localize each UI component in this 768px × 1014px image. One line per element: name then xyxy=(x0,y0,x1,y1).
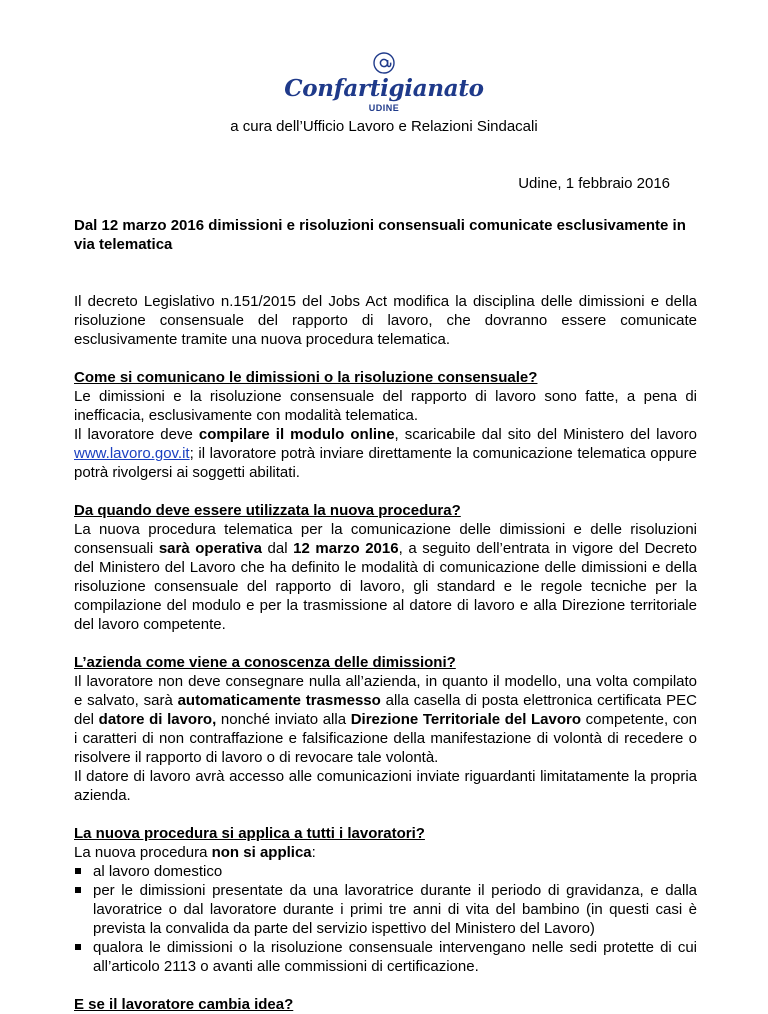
section-paragraph: Il datore di lavoro avrà accesso alle comunicazioni inviate riguardanti limitatamente la propria azienda. xyxy=(74,768,697,804)
bold-run: sarà operativa xyxy=(158,540,262,557)
list-item-text: qualora le dimissioni o la risoluzione consensuale intervengano nelle sedi protette di cui all’articolo 2113 o avanti alle commissioni di certificazione. xyxy=(93,939,697,975)
section-heading-change-mind: E se il lavoratore cambia idea? xyxy=(74,996,294,1013)
section-paragraph: Le dimissioni e la risoluzione consensuale del rapporto di lavoro sono fatte, a pena di inefficacia, esclusivamente con modalità telematica. xyxy=(74,388,697,424)
list-item xyxy=(74,862,697,881)
square-bullet-icon xyxy=(75,868,81,874)
section-heading-communication: Come si comunicano le dimissioni o la risoluzione consensuale? xyxy=(74,369,538,386)
text-run: : xyxy=(311,844,316,861)
section-heading-applicability: La nuova procedura si applica a tutti i lavoratori? xyxy=(74,825,425,842)
document-date: Udine, 1 febbraio 2016 xyxy=(518,175,670,192)
text-run: , scaricabile dal sito del Ministero del lavoro xyxy=(394,426,697,443)
text-run: Il lavoratore deve xyxy=(74,426,199,443)
section-heading-when: Da quando deve essere utilizzata la nuova procedura? xyxy=(74,502,461,519)
text-run: La nuova procedura telematica per la comunicazione delle dimissioni e delle risoluzioni consensuali xyxy=(74,521,697,557)
text-run: , a seguito dell’entrata in vigore del Decreto del Ministero del Lavoro che ha definito le modalità di comunicazione delle dimissioni e della risoluzione consensuale del rapporto di lavoro, gli standard e le regole tecniche per la compilazione del modulo e per la trasmissione al datore di lavoro e alla Direzione territoriale del lavoro competente. xyxy=(74,540,697,633)
logo-city: UDINE xyxy=(368,103,400,113)
confartigianato-logo xyxy=(0,52,768,114)
text-run: Il lavoratore non deve consegnare nulla all’azienda, in quanto il modello, una volta compilato e salvato, sarà xyxy=(74,673,697,709)
text-run: alla casella di posta elettronica certificata PEC del xyxy=(74,692,697,728)
logo-wordmark: Confartigianato xyxy=(284,75,484,102)
square-bullet-icon xyxy=(75,887,81,893)
text-run: competente, con i caratteri di non contraffazione e falsificazione della manifestazione di volontà di recedere o risolvere il rapporto di lavoro o di revocare tale volontà. xyxy=(74,711,698,766)
list-item-text: per le dimissioni presentate da una lavoratrice durante il periodo di gravidanza, e dalla lavoratrice o dal lavoratore durante i primi tre anni di vita del bambino (in questi casi è prevista la convalida da parte del servizio ispettivo del Ministero del Lavoro) xyxy=(93,882,697,937)
list-item xyxy=(74,881,697,938)
intro-paragraph: Il decreto Legislativo n.151/2015 del Jobs Act modifica la disciplina delle dimissioni e della risoluzione consensuale del rapporto di lavoro, che dovranno essere comunicate esclusivamente tramite una nuova procedura telematica. xyxy=(74,293,697,348)
ministry-website-link[interactable]: www.lavoro.gov.it xyxy=(74,445,190,462)
bold-run: automaticamente trasmesso xyxy=(177,692,381,709)
text-run: dal xyxy=(261,540,294,557)
list-item-text: al lavoro domestico xyxy=(93,863,223,880)
list-item xyxy=(74,938,697,976)
section-paragraph xyxy=(74,843,697,862)
text-run: ; il lavoratore potrà inviare direttamente la comunicazione telematica oppure potrà rivolgersi ai soggetti abilitati. xyxy=(74,445,697,481)
section-paragraph xyxy=(74,425,697,482)
bold-run: compilare il modulo online xyxy=(198,426,395,443)
text-run: La nuova procedura xyxy=(74,844,212,861)
section-paragraph xyxy=(74,672,697,767)
bold-run: Direzione Territoriale del Lavoro xyxy=(350,711,582,728)
section-paragraph xyxy=(74,520,697,634)
bold-run: non si applica xyxy=(211,844,312,861)
document-title: Dal 12 marzo 2016 dimissioni e risoluzioni consensuali comunicate esclusivamente in via telematica xyxy=(74,217,686,253)
square-bullet-icon xyxy=(75,944,81,950)
document-body xyxy=(74,216,697,1014)
exclusions-list xyxy=(74,862,697,976)
office-line: a cura dell’Ufficio Lavoro e Relazioni Sindacali xyxy=(230,118,538,135)
section-heading-company: L’azienda come viene a conoscenza delle dimissioni? xyxy=(74,654,456,671)
bold-run: 12 marzo 2016 xyxy=(293,540,399,557)
text-run: nonché inviato alla xyxy=(216,711,351,728)
at-sign-icon xyxy=(373,52,395,74)
bold-run: datore di lavoro, xyxy=(98,711,217,728)
